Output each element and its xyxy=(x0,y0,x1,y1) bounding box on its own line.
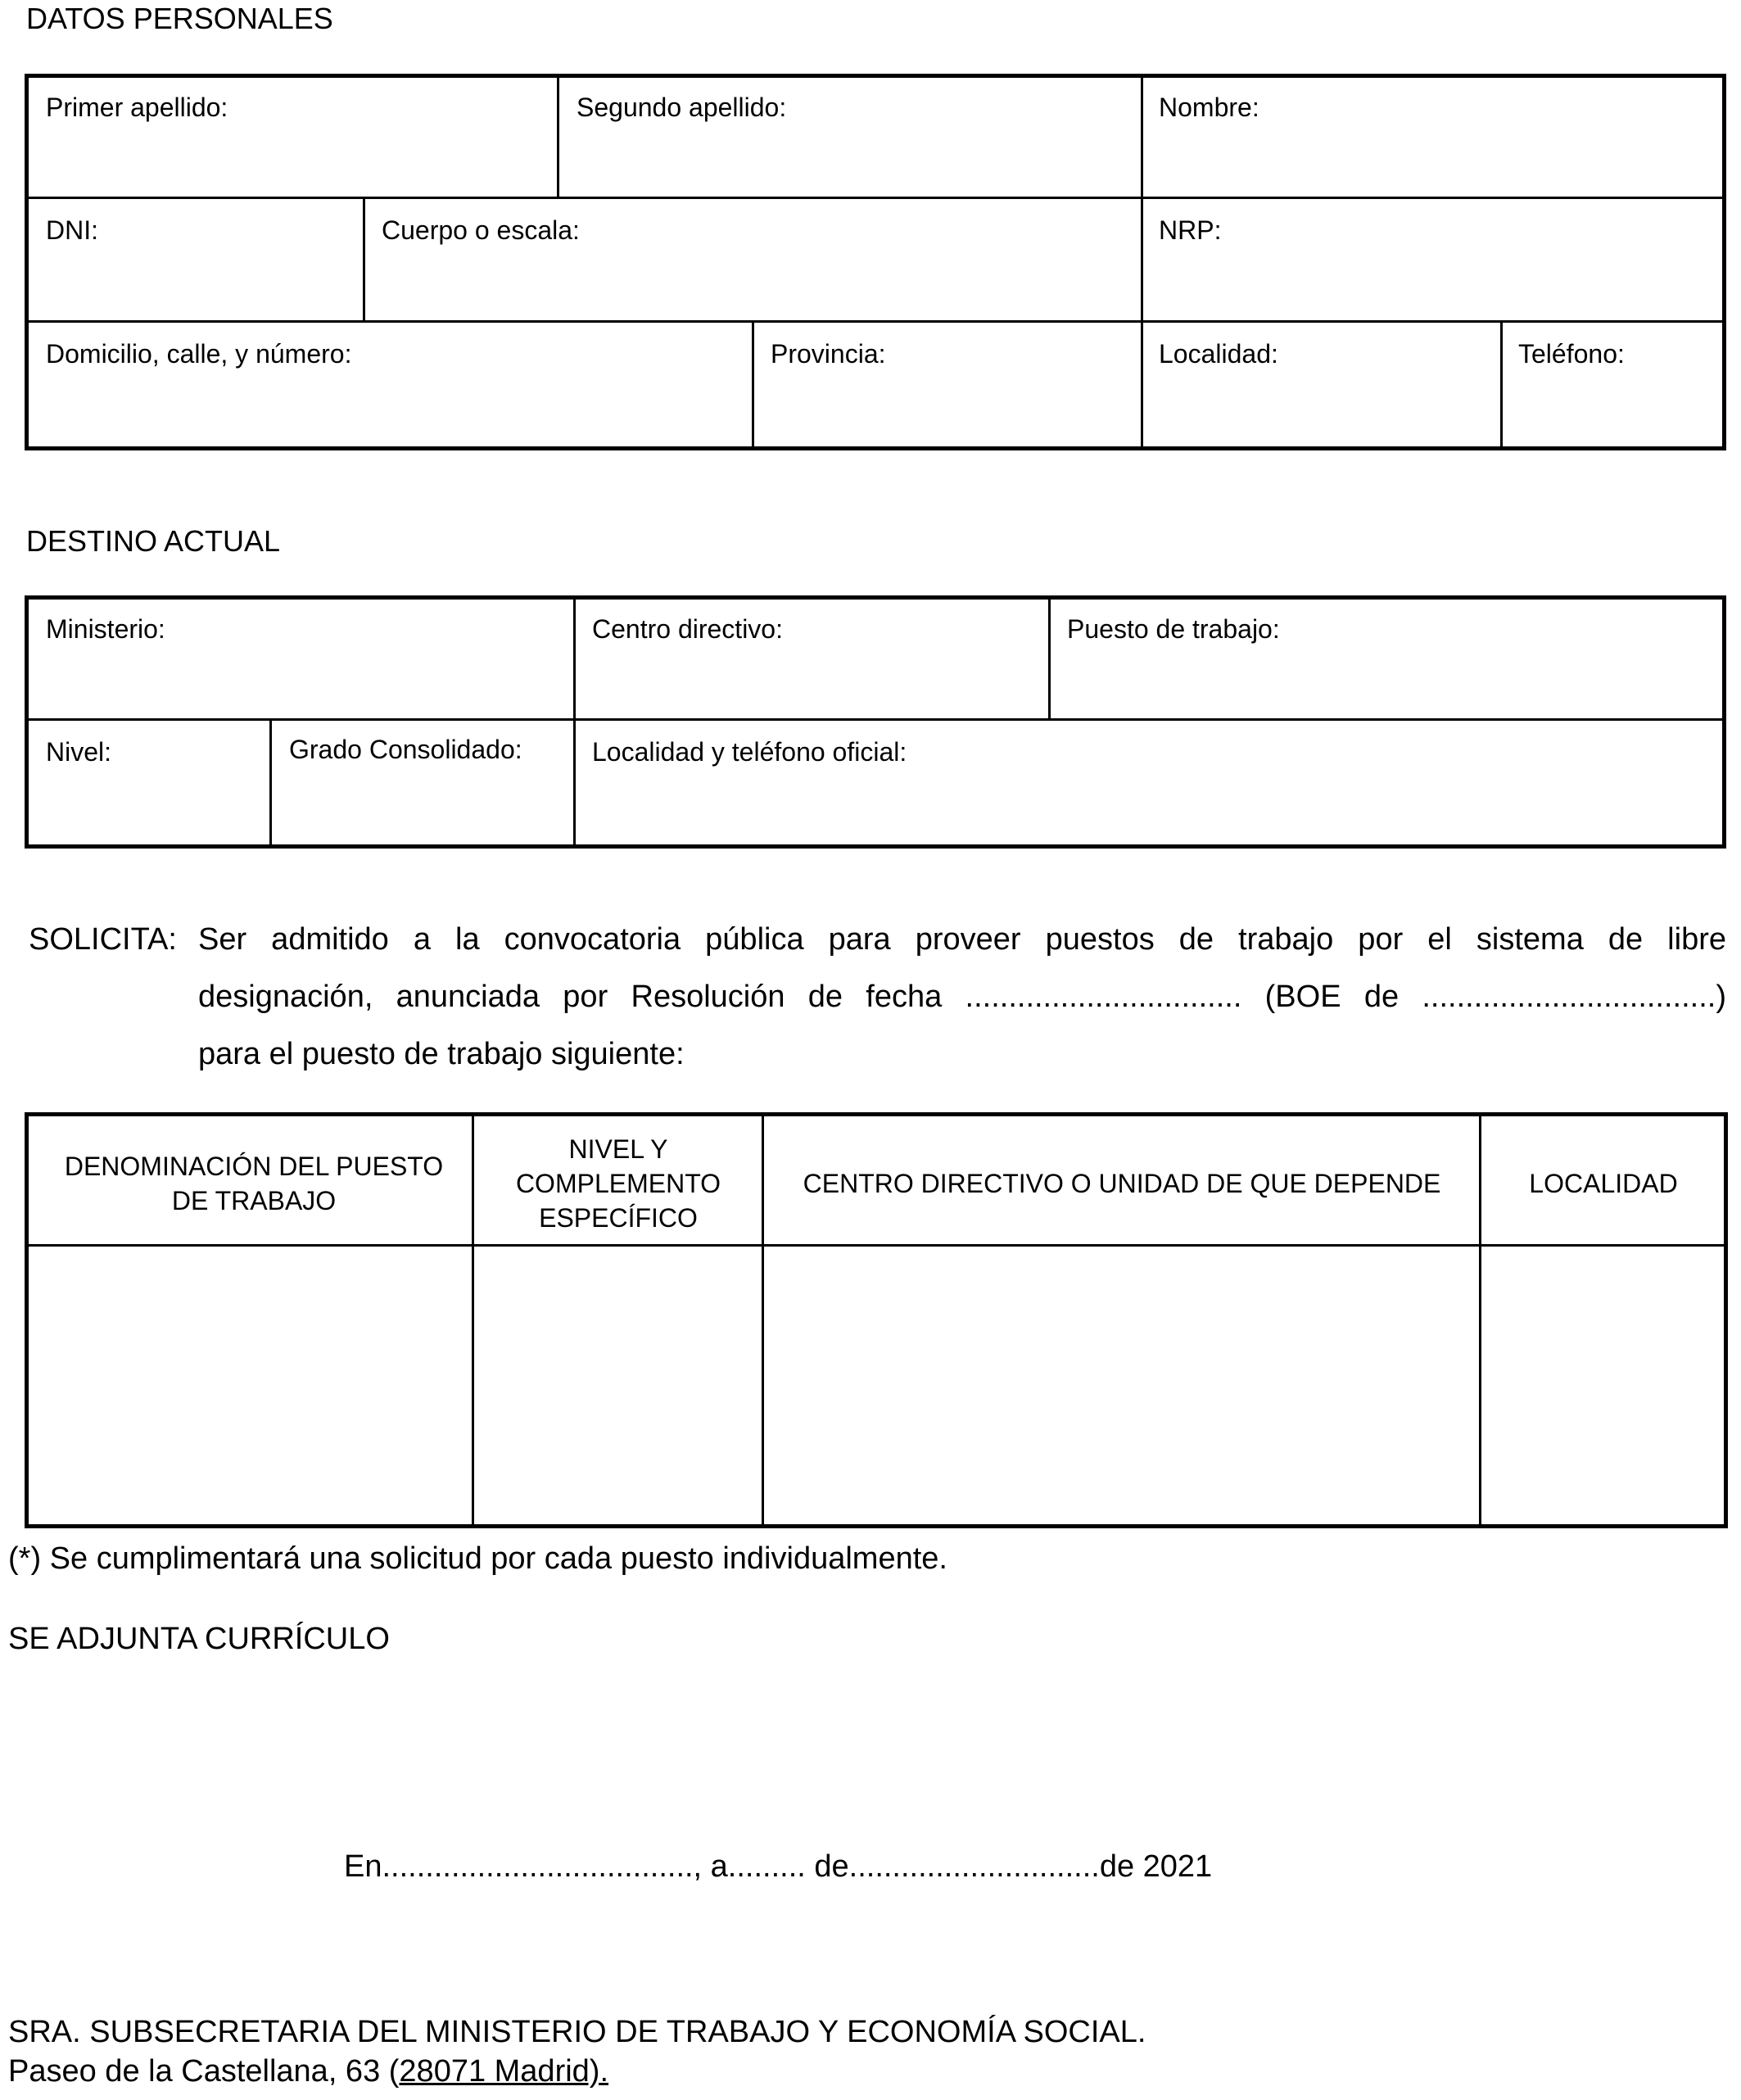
divider xyxy=(1479,1112,1481,1528)
cell-denominacion[interactable] xyxy=(29,1248,471,1524)
field-nrp[interactable]: NRP: xyxy=(1159,215,1222,245)
field-nivel[interactable]: Nivel: xyxy=(46,737,112,767)
field-telefono[interactable]: Teléfono: xyxy=(1518,339,1625,369)
header-denominacion xyxy=(37,1122,471,1245)
field-grado-consolidado[interactable]: Grado Consolidado: xyxy=(289,735,522,764)
field-puesto-trabajo[interactable]: Puesto de trabajo: xyxy=(1067,614,1280,644)
divider xyxy=(1500,320,1503,450)
field-centro-directivo[interactable]: Centro directivo: xyxy=(592,614,783,644)
cell-nivel[interactable] xyxy=(475,1248,761,1524)
divider xyxy=(269,718,272,849)
fecha-line[interactable]: En...................................., a......... de.............................de 2021 xyxy=(344,1849,1213,1884)
cell-centro-directivo[interactable] xyxy=(765,1248,1478,1524)
solicita-line-2: designación, anunciada por Resolución de fecha ................................ (BOE de ..................................) xyxy=(198,980,1726,1014)
divider xyxy=(573,595,576,849)
field-provincia[interactable]: Provincia: xyxy=(771,339,886,369)
divider xyxy=(752,320,754,450)
solicita-label: SOLICITA: xyxy=(29,922,177,957)
field-dni[interactable]: DNI: xyxy=(46,215,98,245)
solicita-line-1: Ser admitido a la convocatoria pública para proveer puestos de trabajo por el sistema de libre xyxy=(198,922,1726,957)
divider xyxy=(762,1112,764,1528)
field-domicilio[interactable]: Domicilio, calle, y número: xyxy=(46,339,352,369)
destinatario-line-1: SRA. SUBSECRETARIA DEL MINISTERIO DE TRABAJO Y ECONOMÍA SOCIAL. xyxy=(8,2015,1146,2049)
header-localidad-text: LOCALIDAD xyxy=(1529,1169,1678,1198)
field-segundo-apellido[interactable]: Segundo apellido: xyxy=(577,93,787,122)
note-text: (*) Se cumplimentará una solicitud por cada puesto individualmente. xyxy=(8,1541,947,1576)
field-cuerpo-escala[interactable]: Cuerpo o escala: xyxy=(382,215,580,245)
header-denominacion-text: DENOMINACIÓN DEL PUESTO DE TRABAJO xyxy=(64,1152,444,1215)
section-title-datos-personales: DATOS PERSONALES xyxy=(26,2,333,35)
divider xyxy=(1048,595,1051,720)
solicita-line-3: para el puesto de trabajo siguiente: xyxy=(198,1037,685,1071)
address-text: Paseo de la Castellana, 63 ( xyxy=(8,2054,400,2089)
field-primer-apellido[interactable]: Primer apellido: xyxy=(46,93,228,122)
cell-localidad[interactable] xyxy=(1482,1248,1724,1524)
section-title-destino-actual: DESTINO ACTUAL xyxy=(26,524,281,558)
divider xyxy=(557,74,559,198)
field-ministerio[interactable]: Ministerio: xyxy=(46,614,165,644)
datos-personales-table xyxy=(25,74,1726,450)
address-postal: 28071 Madrid). xyxy=(399,2054,609,2089)
adjunta-curriculo: SE ADJUNTA CURRÍCULO xyxy=(8,1622,390,1656)
header-nivel-text: NIVEL Y COMPLEMENTO ESPECÍFICO xyxy=(515,1134,721,1233)
destino-actual-table xyxy=(25,595,1726,849)
destinatario-line-2 xyxy=(8,2054,608,2089)
divider xyxy=(1141,74,1143,450)
divider xyxy=(472,1112,474,1528)
divider xyxy=(25,718,1726,721)
divider xyxy=(363,197,365,322)
field-localidad[interactable]: Localidad: xyxy=(1159,339,1278,369)
field-localidad-telefono-oficial[interactable]: Localidad y teléfono oficial: xyxy=(592,737,907,767)
field-nombre[interactable]: Nombre: xyxy=(1159,93,1259,122)
divider xyxy=(25,197,1726,199)
divider xyxy=(25,320,1726,323)
header-centro-directivo xyxy=(765,1122,1479,1245)
header-localidad xyxy=(1482,1122,1725,1245)
header-nivel xyxy=(475,1122,762,1245)
header-centro-text: CENTRO DIRECTIVO O UNIDAD DE QUE DEPENDE xyxy=(803,1169,1441,1198)
